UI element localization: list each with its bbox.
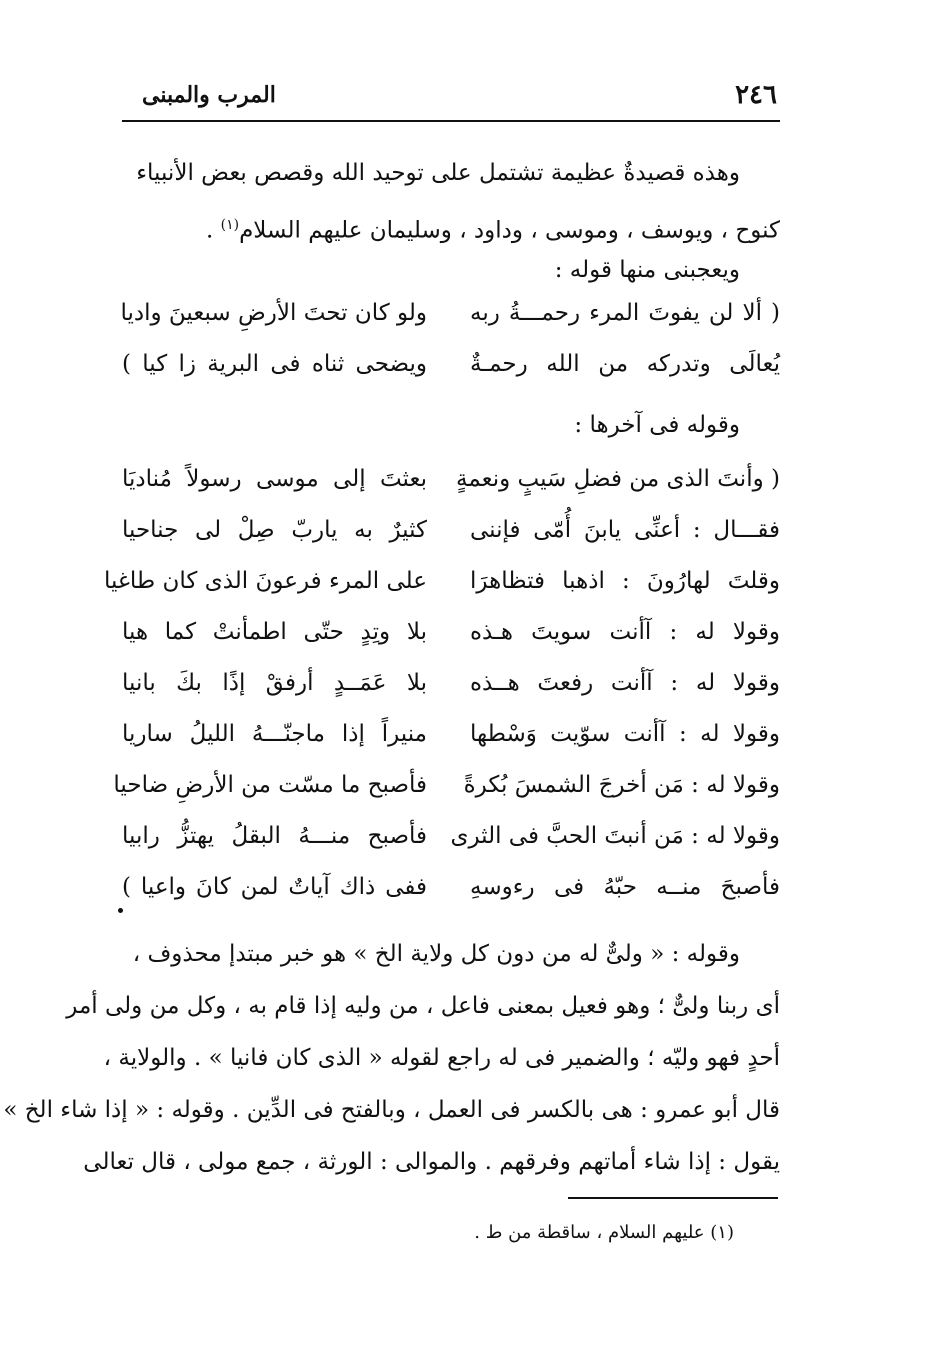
poem-section-1 — [122, 300, 780, 402]
commentary-line: وقوله : « ولىٌّ له من دون كل ولاية الخ » هو خبر مبتدإ محذوف ، — [132, 941, 740, 967]
verse-first-hemistich: وقولا له : مَن أنبتَ الحبَّ فى الثرى — [450, 823, 780, 849]
verse-first-hemistich: فأصبحَ منــه حبّهُ فى رءوسهِ — [470, 874, 780, 900]
header-rule — [122, 120, 780, 122]
verse-first-hemistich: ( وأنتَ الذى من فضلِ سَيبٍ ونعمةٍ — [455, 466, 780, 492]
lead-in-1: ويعجبنى منها قوله : — [554, 257, 740, 283]
verse — [122, 823, 780, 874]
commentary-line: قال أبو عمرو : هى بالكسر فى العمل ، وبالفتح فى الدِّين . وقوله : « إذا شاء الخ » — [3, 1097, 780, 1123]
lead-in-2: وقوله فى آخرها : — [574, 412, 740, 438]
intro-line-1: وهذه قصيدةٌ عظيمة تشتمل على توحيد الله وقصص بعض الأنبياء — [136, 160, 740, 186]
commentary-line: أى ربنا ولىٌّ ؛ وهو فعيل بمعنى فاعل ، من وليه إذا قام به ، وكل من ولى أمر — [66, 993, 780, 1019]
verse-second-hemistich: فأصبح ما مسّت من الأرضِ ضاحيا — [113, 772, 427, 798]
verse-first-hemistich: وقولا له : آأنت سويتَ هـذه — [470, 619, 780, 645]
footnote: (١) عليهم السلام ، ساقطة من ط . — [474, 1222, 734, 1243]
verse-second-hemistich: ففى ذاك آياتٌ لمن كانَ واعيا ) — [122, 874, 427, 900]
verse-second-hemistich: بعثتَ إلى موسى رسولاً مُناديَا — [122, 466, 427, 492]
verse-first-hemistich: ( ألا لن يفوتَ المرء رحمـــةُ ربه — [470, 300, 780, 326]
verse-second-hemistich: منيراً إذا ماجنّـــهُ الليلُ ساريا — [122, 721, 427, 747]
verse-first-hemistich: وقولا له : مَن أخرجَ الشمسَ بُكرةً — [463, 772, 780, 798]
intro-line-2 — [122, 199, 780, 251]
poem-section-2 — [103, 466, 780, 925]
intro-paragraph — [122, 147, 780, 251]
footnote-rule — [568, 1197, 778, 1199]
intro-line-2-end: . — [205, 217, 221, 244]
verse — [122, 619, 780, 670]
verse — [113, 772, 780, 823]
page-header — [122, 78, 777, 118]
commentary-line: أحدٍ فهو وليّه ؛ والضمير فى له راجع لقوله « الذى كان فانيا » . والولاية ، — [103, 1045, 780, 1071]
verse-second-hemistich: بلا عَمَــدٍ أرفقْ إذًا بكَ بانيا — [122, 670, 427, 696]
verse — [103, 568, 780, 619]
verse-second-hemistich: كثيرٌ به ياربّ صِلْ لى جناحيا — [122, 517, 427, 543]
verse — [122, 300, 780, 351]
stray-dot — [118, 908, 123, 913]
verse — [122, 874, 780, 925]
verse — [122, 351, 780, 402]
verse-second-hemistich: ولو كان تحتَ الأرضِ سبعينَ واديا — [120, 300, 427, 326]
verse — [122, 721, 780, 772]
verse-second-hemistich: بلا وتِدٍ حتّى اطمأنتْ كما هيا — [122, 619, 427, 645]
verse — [122, 517, 780, 568]
page-number: ٢٤٦ — [735, 80, 777, 110]
verse — [122, 466, 780, 517]
verse-first-hemistich: يُعالَى وتدركه من الله رحمـةٌ — [470, 351, 780, 377]
commentary-paragraph — [3, 928, 780, 1188]
verse-second-hemistich: ويضحى ثناه فى البرية زا كيا ) — [122, 351, 427, 377]
running-title: المرب والمبنى — [142, 82, 276, 108]
verse-first-hemistich: وقلتَ لهارُونَ : اذهبا فتظاهرَا — [470, 568, 780, 594]
verse-second-hemistich: فأصبح منـــهُ البقلُ يهتزُّ رابيا — [122, 823, 427, 849]
intro-line-2-text: كنوح ، ويوسف ، وموسى ، وداود ، وسليمان عليهم السلام — [239, 217, 780, 244]
commentary-line: يقول : إذا شاء أماتهم وفرقهم . والموالى : الورثة ، جمع مولى ، قال تعالى — [83, 1149, 780, 1175]
verse — [122, 670, 780, 721]
verse-first-hemistich: وقولا له : آأنت رفعتَ هــذه — [470, 670, 780, 696]
verse-first-hemistich: فقـــال : أعنِّى يابنَ أُمّى فإننى — [470, 517, 780, 543]
footnote-marker: (١) — [220, 217, 240, 233]
verse-second-hemistich: على المرء فرعونَ الذى كان طاغيا — [103, 568, 427, 594]
verse-first-hemistich: وقولا له : آأنت سوّيت وَسْطها — [470, 721, 780, 747]
